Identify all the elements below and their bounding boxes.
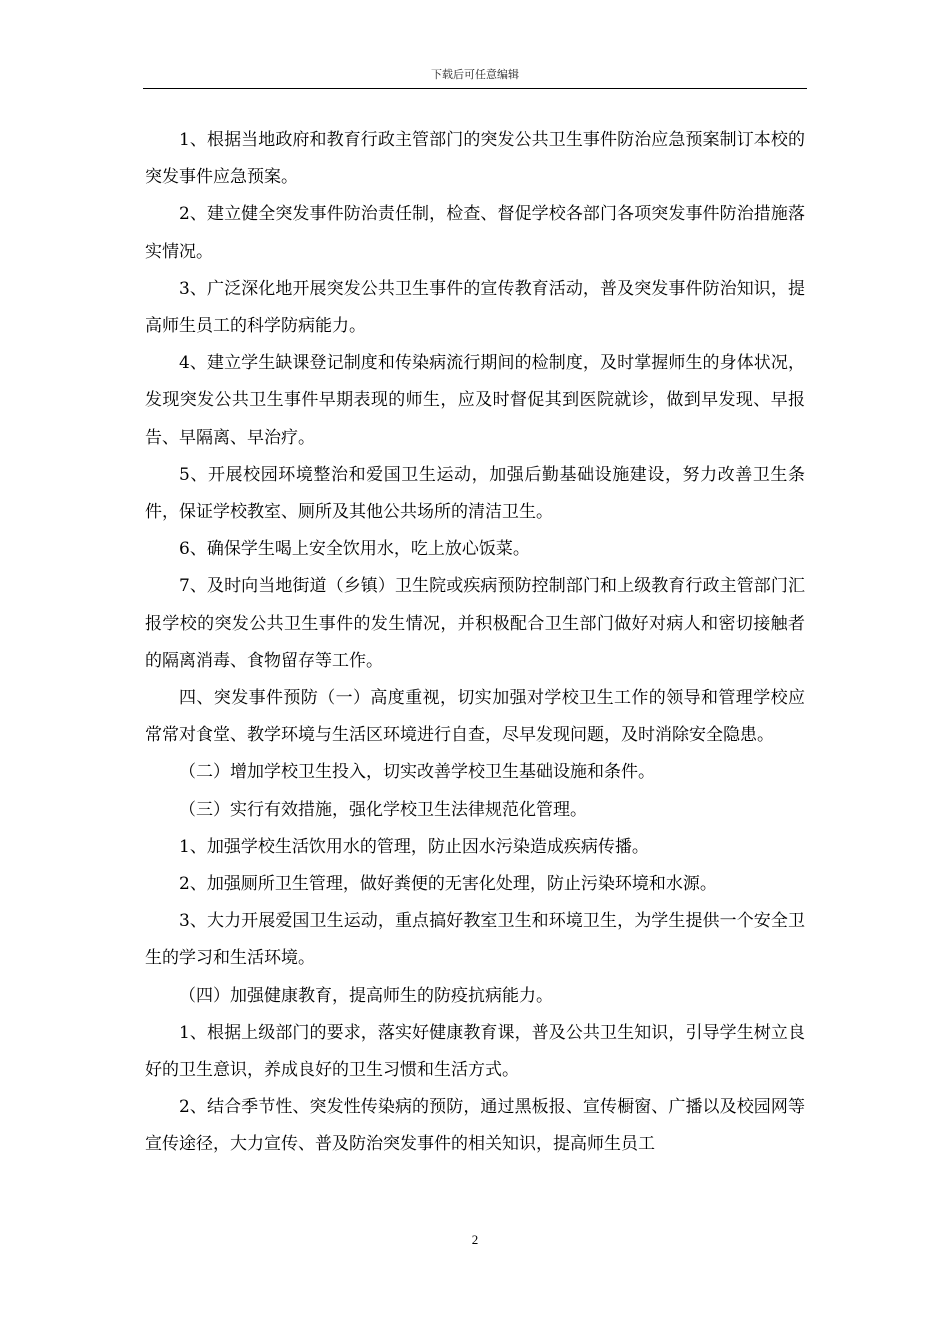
paragraph: 5、开展校园环境整治和爱国卫生运动，加强后勤基础设施建设，努力改善卫生条件，保证学校教室、厕所及其他公共场所的清洁卫生。 [145, 464, 805, 523]
paragraph: 1、加强学校生活饮用水的管理，防止因水污染造成疾病传播。 [179, 836, 649, 857]
paragraph: 1、根据上级部门的要求，落实好健康教育课，普及公共卫生知识，引导学生树立良好的卫生意识，养成良好的卫生习惯和生活方式。 [145, 1022, 805, 1081]
page-header: 下载后可任意编辑 [431, 68, 519, 81]
paragraph: 3、大力开展爱国卫生运动，重点搞好教室卫生和环境卫生，为学生提供一个安全卫生的学习和生活环境。 [145, 911, 805, 969]
paragraph: 2、结合季节性、突发性传染病的预防，通过黑板报、宣传橱窗、广播以及校园网等宣传途径，大力宣传、普及防治突发事件的相关知识，提高师生员工 [145, 1097, 805, 1155]
paragraph: 7、及时向当地街道（乡镇）卫生院或疾病预防控制部门和上级教育行政主管部门汇报学校的突发公共卫生事件的发生情况，并积极配合卫生部门做好对病人和密切接触者的隔离消毒、食物留存等工作。 [145, 576, 805, 671]
paragraph: （三）实行有效措施，强化学校卫生法律规范化管理。 [179, 799, 587, 820]
paragraph: 2、加强厕所卫生管理，做好粪便的无害化处理，防止污染环境和水源。 [179, 874, 717, 895]
paragraph: 4、建立学生缺课登记制度和传染病流行期间的检制度，及时掌握师生的身体状况，发现突发公共卫生事件早期表现的师生，应及时督促其到医院就诊，做到早发现、早报告、早隔离、早治疗。 [145, 353, 805, 448]
document-body [145, 122, 805, 1164]
paragraph: 四、突发事件预防（一）高度重视，切实加强对学校卫生工作的领导和管理学校应常常对食堂、教学环境与生活区环境进行自查，尽早发现问题，及时消除安全隐患。 [145, 688, 805, 746]
paragraph: （二）增加学校卫生投入，切实改善学校卫生基础设施和条件。 [179, 762, 655, 783]
paragraph: 3、广泛深化地开展突发公共卫生事件的宣传教育活动，普及突发事件防治知识，提高师生员工的科学防病能力。 [145, 278, 805, 337]
page-number: 2 [471, 1232, 479, 1247]
paragraph: 2、建立健全突发事件防治责任制，检查、督促学校各部门各项突发事件防治措施落实情况。 [145, 204, 805, 262]
paragraph: 6、确保学生喝上安全饮用水，吃上放心饭菜。 [179, 539, 530, 560]
paragraph: 1、根据当地政府和教育行政主管部门的突发公共卫生事件防治应急预案制订本校的突发事件应急预案。 [145, 130, 805, 188]
paragraph: （四）加强健康教育，提高师生的防疫抗病能力。 [179, 985, 553, 1006]
header-rule [143, 88, 807, 89]
